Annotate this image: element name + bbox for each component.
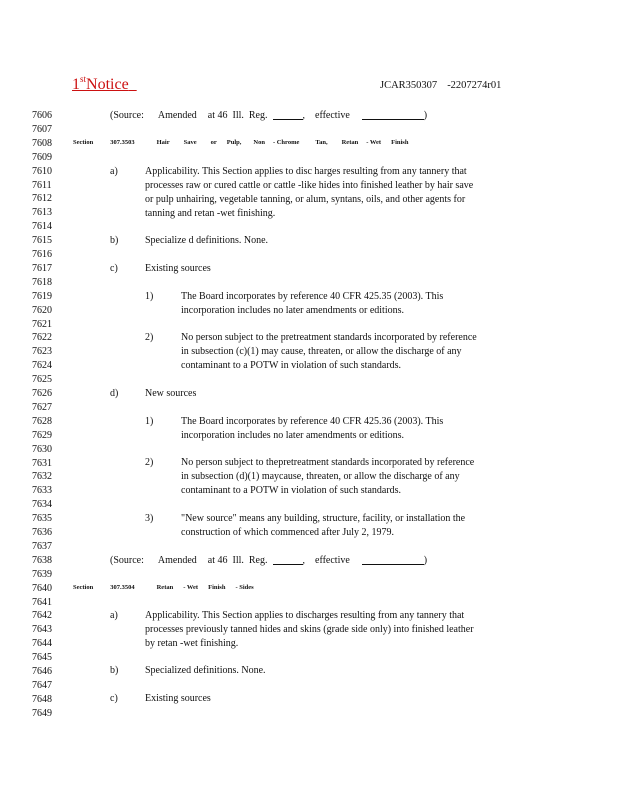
line-number: 7640 [32, 582, 52, 594]
line-number: 7639 [32, 568, 52, 580]
item-number: 1) [145, 291, 154, 302]
line-number: 7626 [32, 388, 52, 399]
line-number: 7634 [32, 499, 52, 511]
applicability-line-2: processes previously tanned hides and skins (grade side only) into finished leather [145, 624, 474, 635]
line-number: 7612 [32, 193, 52, 205]
item-line: The Board incorporates by reference 40 CFR 425.35 (2003). This [181, 291, 444, 302]
item-line: No person subject to thepretreatment standards incorporated by reference [181, 457, 475, 468]
line-number: 7633 [32, 485, 52, 497]
line-number: 7641 [32, 596, 52, 608]
item-line: in subsection (d)(1) maycause, threaten, or allow the discharge of any [181, 471, 460, 482]
line-number: 7647 [32, 679, 52, 691]
line-number: 7646 [32, 666, 52, 677]
line-number: 7628 [32, 415, 52, 427]
line-number: 7611 [32, 179, 52, 191]
item-line: The Board incorporates by reference 40 CFR 425.36 (2003). This [181, 416, 444, 427]
line-number: 7627 [32, 401, 52, 413]
line-number: 7623 [32, 346, 52, 358]
item-line: incorporation includes no later amendments or editions. [181, 430, 404, 441]
line-number: 7619 [32, 290, 52, 302]
applicability-line-1: Applicability. This Section applies to discharges resulting from any tannery that [145, 610, 465, 621]
line-number: 7643 [32, 624, 52, 636]
subsection-label-a: a) [110, 166, 118, 177]
section-heading-3503: Section 307.3503 Hair Save or Pulp, Non - Chrome Tan, Retan - Wet Finish [73, 139, 409, 146]
definitions-text: Specialized definitions. None. [145, 665, 266, 676]
line-number: 7608 [32, 137, 52, 149]
line-number: 7629 [32, 429, 52, 441]
item-line: incorporation includes no later amendments or editions. [181, 305, 404, 316]
subsection-label-c: c) [110, 263, 118, 274]
existing-sources-heading: Existing sources [145, 693, 211, 704]
line-number: 7624 [32, 360, 52, 372]
line-number: 7638 [32, 554, 52, 566]
item-line: in subsection (c)(1) may cause, threaten, or allow the discharge of any [181, 346, 462, 357]
item-number: 3) [145, 513, 154, 524]
line-number: 7606 [32, 110, 52, 121]
subsection-label-b: b) [110, 665, 119, 676]
item-line: "New source" means any building, structure, facility, or installation the [181, 513, 466, 524]
item-line: No person subject to the pretreatment standards incorporated by reference [181, 332, 477, 343]
notice-title: 1stNotice [72, 74, 129, 93]
item-line: contaminant to a POTW in violation of such standards. [181, 360, 402, 371]
definitions-text: Specialize d definitions. None. [145, 235, 269, 246]
line-number: 7649 [32, 707, 52, 719]
line-number: 7632 [32, 471, 52, 483]
source-note: (Source: Amended at 46 Ill. Reg. , effective ) [110, 555, 428, 566]
line-number: 7620 [32, 304, 52, 316]
applicability-line-3: or pulp unhairing, vegetable tanning, or alum, syntans, oils, and other agents for [145, 194, 466, 205]
applicability-line-2: processes raw or cured cattle or cattle -like hides into finished leather by hair save [145, 180, 474, 191]
line-number: 7618 [32, 276, 52, 288]
item-number: 2) [145, 332, 154, 343]
line-number: 7614 [32, 221, 52, 233]
line-number: 7635 [32, 513, 52, 525]
line-number: 7630 [32, 443, 52, 455]
line-number: 7609 [32, 151, 52, 163]
applicability-line-4: tanning and retan -wet finishing. [145, 208, 276, 219]
line-number: 7621 [32, 318, 52, 330]
line-number: 7631 [32, 457, 52, 469]
new-sources-heading: New sources [145, 388, 197, 399]
line-number: 7644 [32, 638, 52, 650]
item-number: 1) [145, 416, 154, 427]
line-number: 7616 [32, 249, 52, 260]
line-number: 7642 [32, 610, 52, 622]
section-heading-3504: Section 307.3504 Retan - Wet Finish - Sides [73, 584, 254, 591]
line-number: 7625 [32, 374, 52, 386]
subsection-label-d: d) [110, 388, 119, 399]
line-number: 7617 [32, 262, 52, 274]
item-line: construction of which commenced after July 2, 1979. [181, 527, 394, 538]
existing-sources-heading: Existing sources [145, 263, 211, 274]
line-number: 7615 [32, 235, 52, 247]
document-code: JCAR350307 -2207274r01 [380, 80, 502, 91]
line-number: 7636 [32, 527, 52, 538]
applicability-line-1: Applicability. This Section applies to disc harges resulting from any tannery that [145, 166, 467, 177]
line-number: 7607 [32, 123, 52, 135]
line-number: 7610 [32, 165, 52, 177]
subsection-label-b: b) [110, 235, 119, 246]
line-number: 7645 [32, 652, 52, 664]
line-number: 7622 [32, 332, 52, 344]
source-note: (Source: Amended at 46 Ill. Reg. , effective ) [110, 110, 428, 121]
subsection-label-c: c) [110, 693, 118, 704]
item-number: 2) [145, 457, 154, 468]
subsection-label-a: a) [110, 610, 118, 621]
item-line: contaminant to a POTW in violation of such standards. [181, 485, 402, 496]
applicability-line-3: by retan -wet finishing. [145, 638, 239, 649]
line-number: 7637 [32, 540, 52, 552]
line-number: 7648 [32, 693, 52, 705]
line-number: 7613 [32, 207, 52, 219]
